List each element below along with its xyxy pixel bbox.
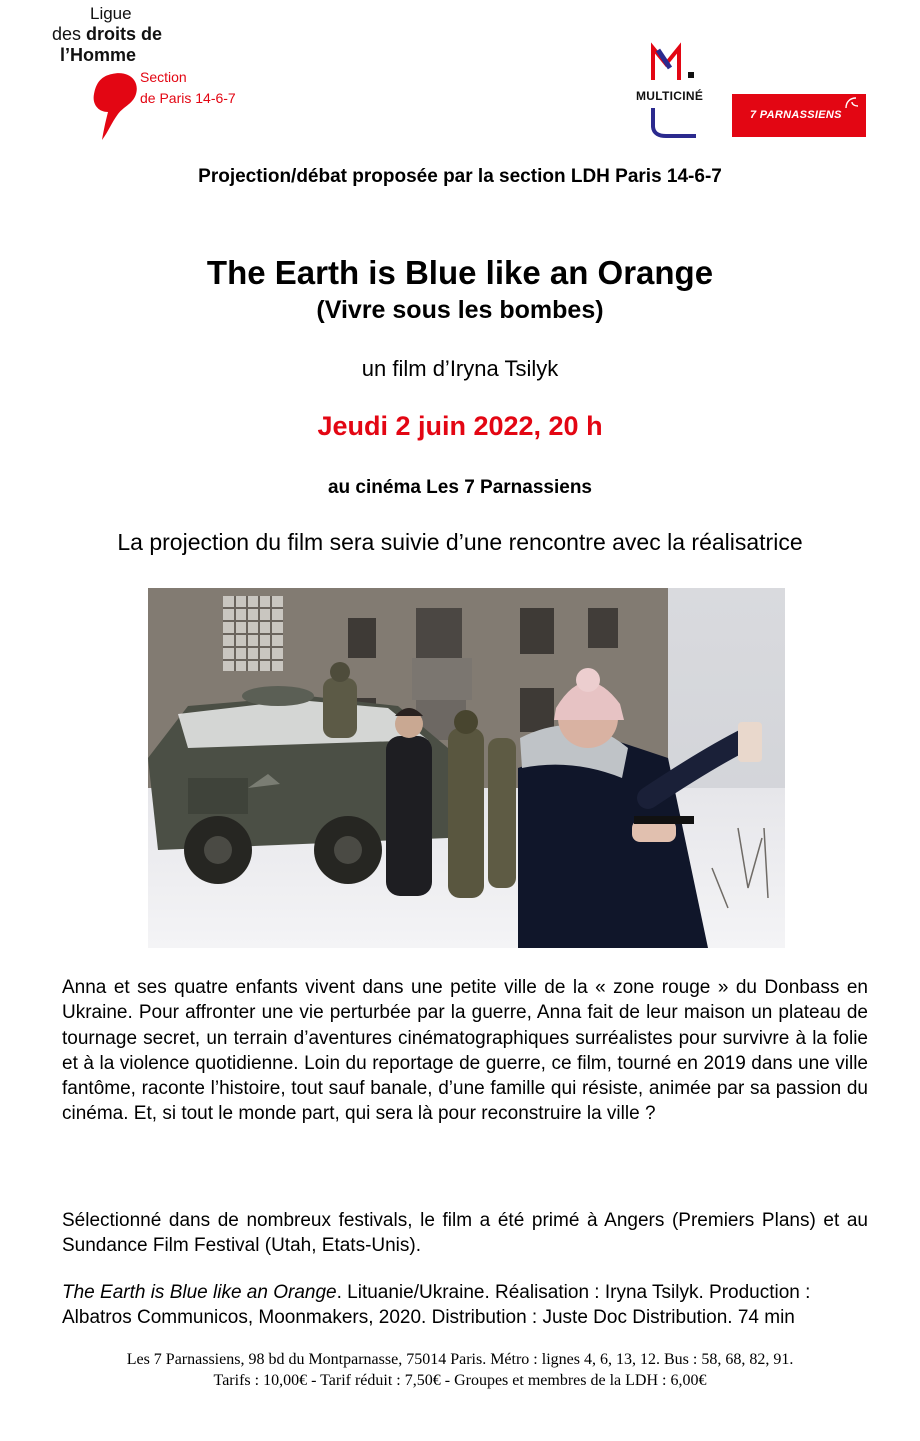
film-credits [62,1280,868,1331]
credits-film-title: The Earth is Blue like an Orange [62,1282,337,1303]
film-festivals: Sélectionné dans de nombreux festivals, le film a été primé à Angers (Premiers Plans) et au Sundance Film Festival (Utah, Etats-Unis). [62,1210,868,1257]
film-subtitle: (Vivre sous les bombes) [316,296,604,324]
ldh-logo-line3: l’Homme [60,45,137,65]
event-date: Jeudi 2 juin 2022, 20 h [317,411,603,441]
film-synopsis: Anna et ses quatre enfants vivent dans une petite ville de la « zone rouge » du Donbass en Ukraine. Pour affronter une vie perturbée par la guerre, Anna fait de leur maison un plateau de tournage secret, un terrain d’aventures cinématographiques surréalistes pour survivre à la folie et à la violence quotidienne. Loin du reportage de guerre, ce film, tourné en 2019 dans une ville fantôme, raconte l’histoire, tout sauf banale, d’une famille qui résiste, animée par sa passion du cinéma. Et, si tout le monde part, qui sera là pour reconstruire la ville ? [62,977,868,1125]
parnassiens-logo [732,94,866,137]
multicine-text: MULTICINÉ [636,89,704,103]
event-followup: La projection du film sera suivie d’une rencontre avec la réalisatrice [117,529,803,555]
credits-details: . Lituanie/Ukraine. Réalisation : Iryna Tsilyk. Production : Albatros Communicos, Moonmakers, 2020. Distribution : Juste Doc Distribution. 74 min [62,1282,811,1329]
ldh-logo-line1: Ligue [90,4,132,23]
ldh-section-line1: Section [140,69,187,85]
cinema-address: Les 7 Parnassiens, 98 bd du Montparnasse, 75014 Paris. Métro : lignes 4, 6, 13, 12. Bus : 58, 68, 82, 91. [126,1351,794,1368]
ldh-section-line2: de Paris 14-6-7 [140,90,236,106]
film-still-photo [148,588,785,948]
multicine-logo [636,42,726,138]
event-venue: au cinéma Les 7 Parnassiens [327,477,593,498]
film-title: The Earth is Blue like an Orange [206,254,714,291]
ldh-red-mark-icon [88,68,148,142]
ticket-prices: Tarifs : 10,00€ - Tarif réduit : 7,50€ - Groupes et membres de la LDH : 6,00€ [213,1372,707,1389]
event-organizer-line: Projection/débat proposée par la section LDH Paris 14-6-7 [198,166,722,187]
film-director: un film d’Iryna Tsilyk [361,356,559,381]
parnassiens-text: 7 PARNASSIENS [750,109,842,121]
parnassiens-mark-icon [844,96,860,110]
ldh-logo [40,2,240,142]
ldh-logo-line2: des droits de [52,24,163,44]
